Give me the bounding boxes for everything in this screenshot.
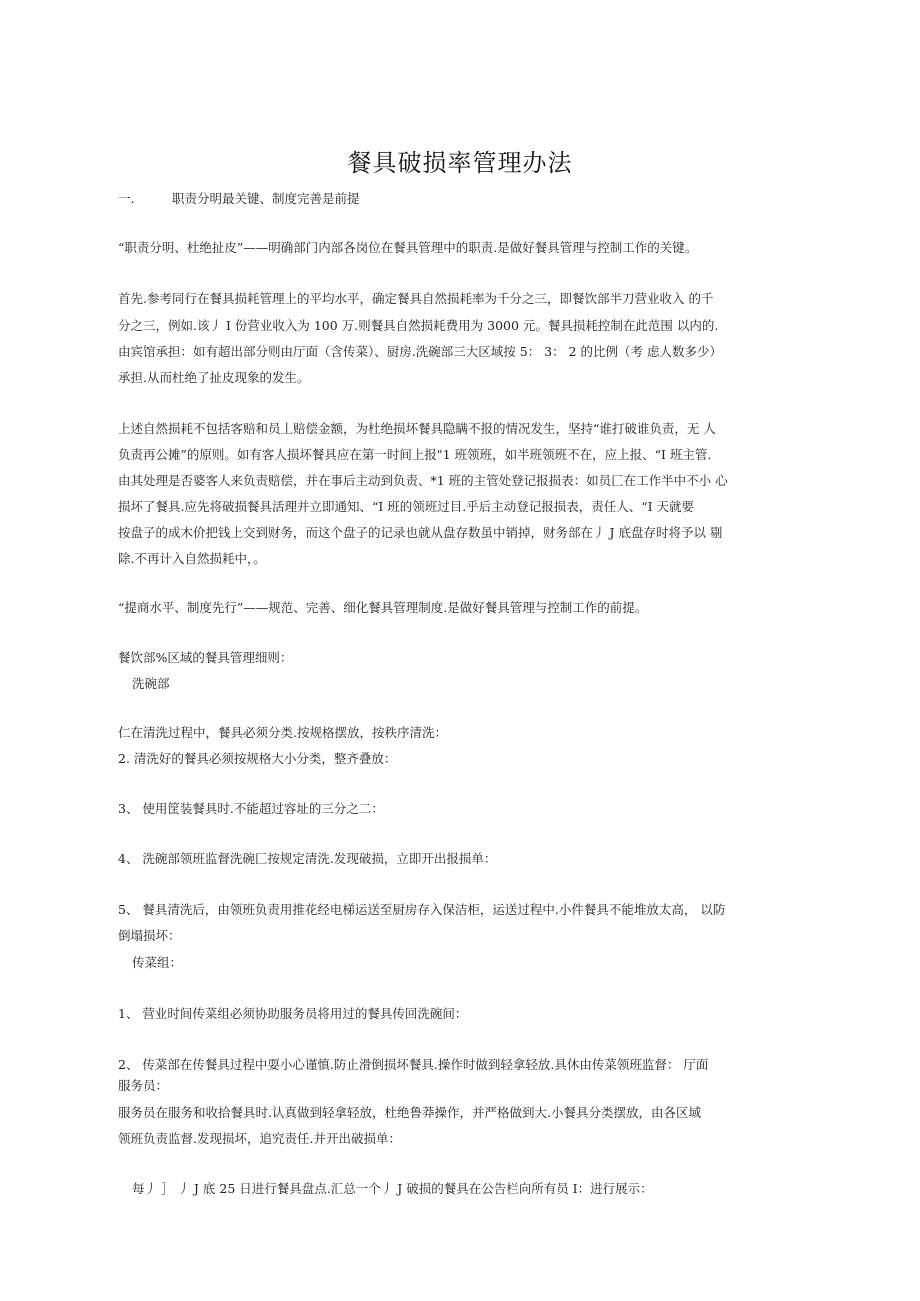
subheading-serving: 传菜组： [132, 955, 183, 970]
paragraph-2-line: 由宾馆承担：如有超出部分则由厅面（含传菜）、厨房.洗碗部三大区域按 5： 3： 2 的比例（考 虑人数多少） [118, 344, 722, 359]
paragraph-3-line: 除.不再计入自然损耗中，。 [118, 551, 266, 566]
closing-line: 每丿 ］ 丿 J 底 25 日进行餐具盘点.汇总一个丿 J 破损的餐具在公告栏向所有员 I：进行展示： [132, 1181, 653, 1196]
paragraph-2-line: 分之三，例如.该丿 I 份营业收入为 100 万.则餐具自然损耗费用为 3000 元。餐具损耗控制在此范围 以内的. [118, 318, 719, 333]
page-title: 餐具破损率管理办法 [347, 149, 573, 177]
rule-item: 服务员在服务和收拾餐具时.认真做到轻拿轻放，杜绝鲁莽操作，并严格做到大.小餐具分类摆放，由各区域 [118, 1105, 701, 1120]
rule-item: 服务员： [118, 1078, 169, 1093]
rule-item: 5、 餐具清洗后，由领班负责用推花经电梯运送至厨房存入保洁柜，运送过程中.小件餐具不能堆放太高， 以防 [118, 902, 726, 917]
section-number: 一. [118, 191, 135, 206]
paragraph-2-line: 首先.参考同行在餐具损耗管理上的平均水平，确定餐具自然损耗率为千分之三，即餐饮部半刀营业收入 的千 [118, 291, 714, 306]
paragraph-1: “职责分明、杜绝扯皮”——明确部门内部各岗位在餐具管理中的职责.是做好餐具管理与控制工作的关键。 [118, 240, 698, 255]
rule-item: 2、 传菜部在传餐具过程中耍小心谨慎.防止滑倒损坏餐具.操作时做到轻拿轻放.具休由传菜领班监督： 厅面 [118, 1057, 709, 1072]
rule-item: 4、 洗碗部领班监督洗碗匚按规定清洗.发现破损，立即开出报损单： [118, 851, 497, 866]
paragraph-2-line: 承担.从而杜绝了扯皮现象的发生。 [118, 370, 310, 385]
rule-item: 2. 清洗好的餐具必须按规格大小分类，整齐叠放： [118, 751, 397, 766]
subheading-dishwashing: 洗碗部 [132, 676, 170, 691]
rule-item: 仁在清洗过程中，餐具必须分类.按规格摆放，按秩序清洗： [118, 725, 447, 740]
paragraph-4: “提商水平、制度先行”——规范、完善、细化餐具管理制度.是做好餐具管理与控制工作的前提。 [118, 600, 648, 615]
paragraph-3-line: 损坏了餐具.应先将破损餐具活理并立即通知、“I 班的领班过目.乎后主动登记报损表，责任人、“I 天就要 [118, 499, 695, 514]
paragraph-3-line: 上述自然损耗不包括客赔和员丄赔偿金额，为杜绝损坏餐具隐瞒不报的情况发生，坚持“谁打破谁负责，无 人 [118, 421, 716, 436]
section-heading [118, 191, 360, 207]
paragraph-3-line: 负责再公摊”的原则。如有客人损坏餐具应在第一时间上报"1 班领班，如半班领班不在，应上报、“I 班主管. [118, 447, 712, 462]
paragraph-3-line: 按盘子的成木价把钱上交到财务，而这个盘子的记录也就从盘存数虽中销掉，财务部在丿 J 底盘存时将予以 剔 [118, 525, 723, 540]
paragraph-5: 餐饮部%区域的餐具管理细则： [118, 650, 293, 665]
section-title: 职责分明最关键、制度完善是前提 [172, 191, 360, 206]
rule-item: 倒塌损坏： [118, 928, 181, 943]
paragraph-3-line: 由其处理是否婆客人来负责赔偿，并在事后主动到负责、*1 班的主管处登记报损表：如员匚在工作半中不小 心 [118, 473, 728, 488]
rule-item: 领班负责监督.发现损坏，追究责任.并开出破损单： [118, 1131, 401, 1146]
rule-item: 3、 使用筐装餐具时.不能超过容址的三分之二： [118, 801, 384, 816]
rule-item: 1、 营业时间传菜组必须协助服务员将用过的餐具传回洗碗间： [118, 1006, 468, 1021]
